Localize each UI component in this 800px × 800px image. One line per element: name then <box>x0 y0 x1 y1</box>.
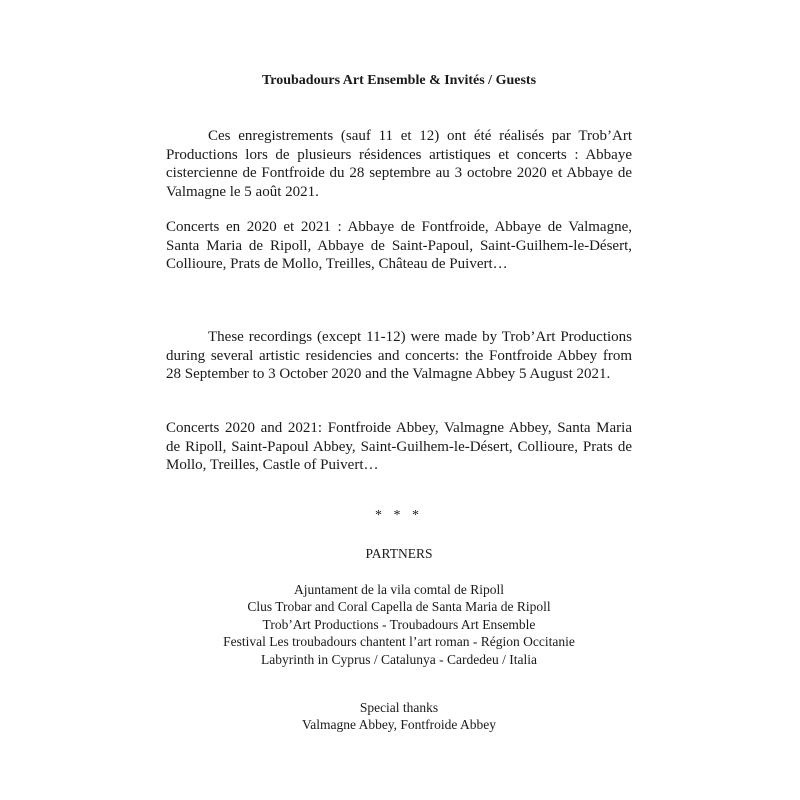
english-paragraph-concerts: Concerts 2020 and 2021: Fontfroide Abbey, Valmagne Abbey, Santa Maria de Ripoll, Saint-Papoul Abbey, Saint-Guilhem-le-Désert, Collioure, Prats de Mollo, Treilles, Castle of Puivert… <box>166 420 632 473</box>
partner-item: Labyrinth in Cyprus / Catalunya - Cardedeu / Italia <box>261 651 537 667</box>
partner-item: Festival Les troubadours chantent l’art roman - Région Occitanie <box>223 634 575 650</box>
french-paragraph-recordings: Ces enregistrements (sauf 11 et 12) ont été réalisés par Trob’Art Productions lors de plusieurs résidences artistiques et concerts : Abbaye cistercienne de Fontfroide du 28 septembre au 3 octobre 2020 et Abbaye de Valmagne le 5 août 2021. <box>166 128 632 200</box>
french-paragraph-concerts: Concerts en 2020 et 2021 : Abbaye de Fontfroide, Abbaye de Valmagne, Santa Maria de Ripoll, Abbaye de Saint-Papoul, Saint-Guilhem-le-Désert, Collioure, Prats de Mollo, Treilles, Château de Puivert… <box>166 219 632 272</box>
partners-list <box>166 581 632 668</box>
thanks-heading: Special thanks <box>359 700 439 715</box>
partner-item: Clus Trobar and Coral Capella de Santa Maria de Ripoll <box>247 599 551 615</box>
partners-heading: PARTNERS <box>365 546 433 561</box>
thanks-text: Valmagne Abbey, Fontfroide Abbey <box>301 717 497 732</box>
partner-item: Ajuntament de la vila comtal de Ripoll <box>294 582 504 597</box>
partner-item: Trob’Art Productions - Troubadours Art Ensemble <box>262 616 536 632</box>
document-title: Troubadours Art Ensemble & Invités / Guests <box>261 73 537 88</box>
document-page <box>166 0 632 800</box>
english-paragraph-recordings: These recordings (except 11-12) were made by Trob’Art Productions during several artistic residencies and concerts: the Fontfroide Abbey from 28 September to 3 October 2020 and the Valmagne Abbey 5 August 2021. <box>166 329 632 382</box>
section-separator: * * * <box>375 508 423 523</box>
